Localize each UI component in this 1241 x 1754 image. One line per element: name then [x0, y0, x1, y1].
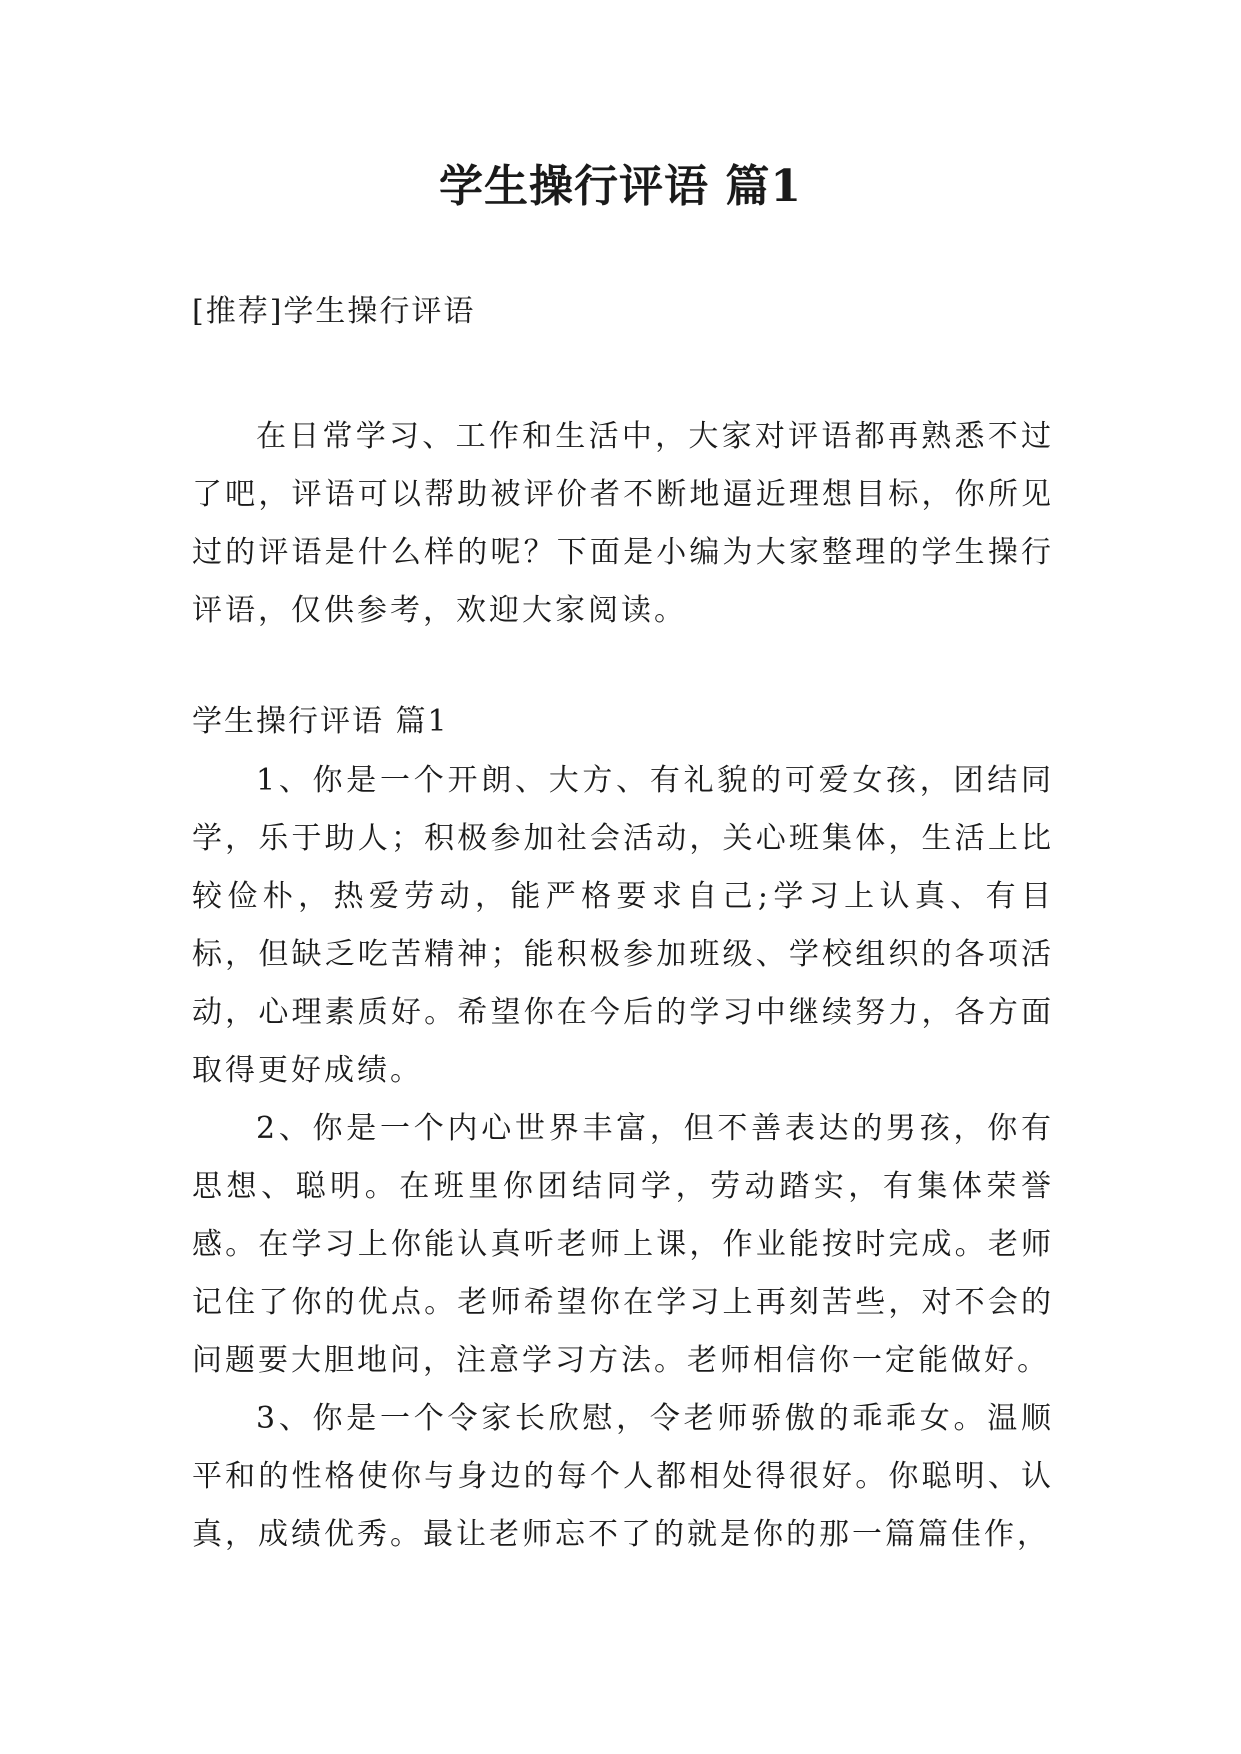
recommend-line: [推荐]学生操行评语 [192, 294, 476, 329]
comment-list [192, 752, 1054, 1564]
section-heading: 学生操行评语 篇1 [192, 704, 449, 739]
document-title: 学生操行评语 篇1 [439, 161, 802, 212]
comment-item-2: 2、你是一个内心世界丰富，但不善表达的男孩，你有思想、聪明。在班里你团结同学，劳动踏实，有集体荣誉感。在学习上你能认真听老师上课，作业能按时完成。老师记住了你的优点。老师希望你在学习上再刻苦些，对不会的问题要大胆地问，注意学习方法。老师相信你一定能做好。 [192, 1111, 1054, 1378]
intro-paragraph: 在日常学习、工作和生活中，大家对评语都再熟悉不过了吧，评语可以帮助被评价者不断地逼近理想目标，你所见过的评语是什么样的呢？下面是小编为大家整理的学生操行评语，仅供参考，欢迎大家阅读。 [192, 419, 1054, 628]
comment-item-3: 3、你是一个令家长欣慰，令老师骄傲的乖乖女。温顺平和的性格使你与身边的每个人都相处得很好。你聪明、认真，成绩优秀。最让老师忘不了的就是你的那一篇篇佳作， [192, 1401, 1054, 1552]
comment-item-1: 1、你是一个开朗、大方、有礼貌的可爱女孩，团结同学，乐于助人；积极参加社会活动，关心班集体，生活上比较俭朴，热爱劳动，能严格要求自己;学习上认真、有目标，但缺乏吃苦精神；能积极参加班级、学校组织的各项活动，心理素质好。希望你在今后的学习中继续努力，各方面取得更好成绩。 [192, 763, 1054, 1088]
